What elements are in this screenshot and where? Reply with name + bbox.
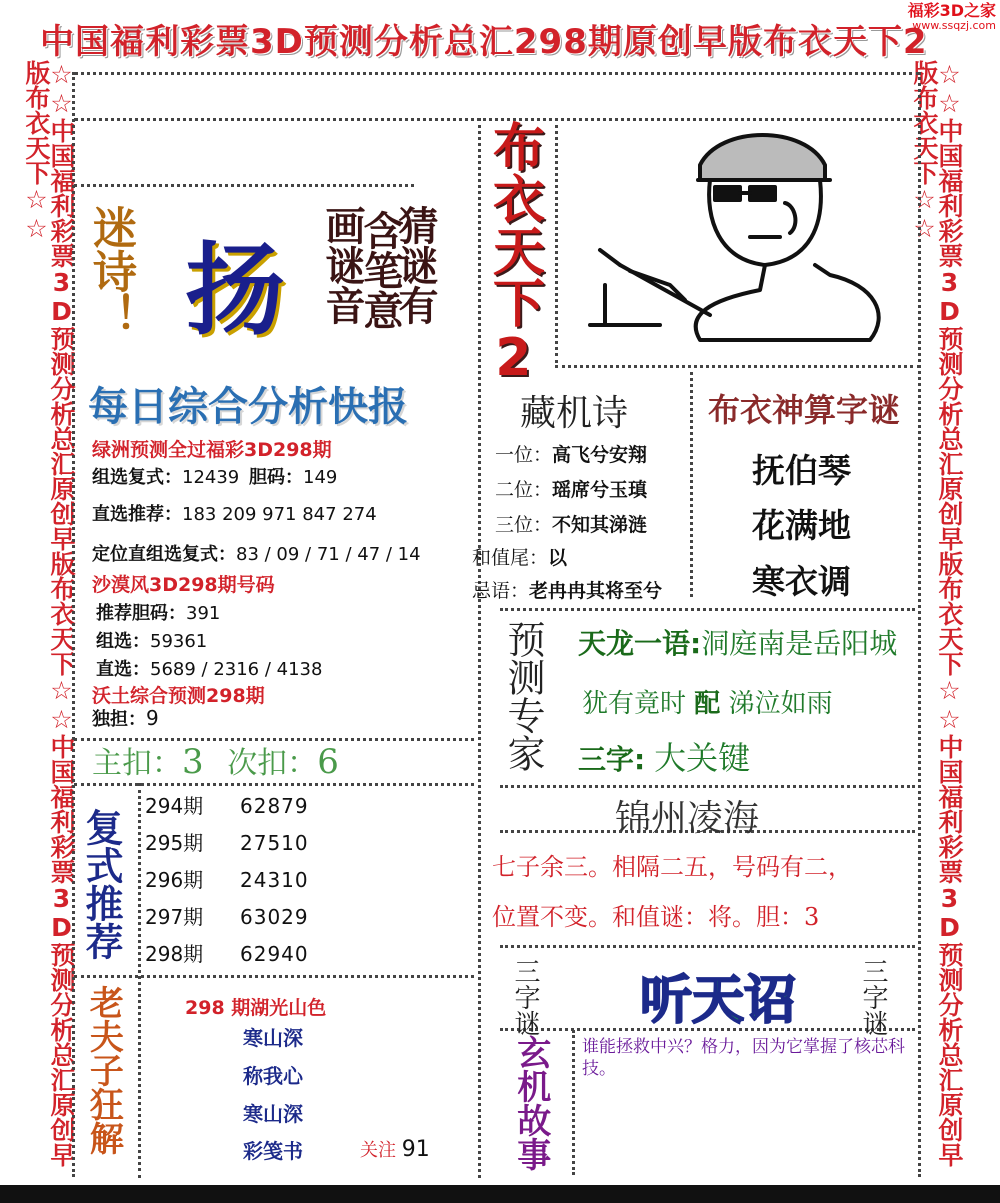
sec2-line2-label: 组选： xyxy=(96,631,150,652)
sec2-line3-label: 直选： xyxy=(96,659,150,680)
sec1-line1-value2: 149 xyxy=(303,467,338,488)
table-row xyxy=(145,790,465,827)
jinzhou-heading: 锦州凌海 xyxy=(615,798,760,839)
laofuzi-title: 298 期湖光山色 xyxy=(185,997,327,1019)
illustration-bottom-line xyxy=(555,365,920,368)
laofuzi-line-3: 寒山深 xyxy=(243,1102,303,1126)
sub-kou-label: 次扣： xyxy=(227,746,318,781)
jinzhou-line-2: 位置不变。和值谜：将。胆：3 xyxy=(492,903,820,931)
page-title: 中国福利彩票3D预测分析总汇298期原创早版布衣天下2 xyxy=(40,22,928,62)
poem-riddle-divider xyxy=(690,372,693,597)
brand-vertical: 布衣天下2 xyxy=(483,120,544,388)
brand-divider xyxy=(555,118,558,363)
follow-line xyxy=(360,1136,430,1162)
sub-kou-value: 6 xyxy=(317,742,339,782)
expert-line1-text: 洞庭南是岳阳城 xyxy=(701,627,898,660)
story-label-divider xyxy=(572,1030,575,1175)
fushi-period: 294期 xyxy=(145,794,204,818)
cangji-label: 和值尾： xyxy=(472,547,549,569)
cangji-label: 三位： xyxy=(494,514,552,536)
sec1-line1-label2: 胆码： xyxy=(249,467,303,488)
expert-line3-text: 大关键 xyxy=(654,739,751,777)
cangji-row xyxy=(472,543,567,570)
quick-report-heading: 每日综合分析快报 xyxy=(88,384,408,430)
cangji-row xyxy=(472,576,662,603)
frame-top-line xyxy=(74,72,920,75)
laofuzi-line-1: 寒山深 xyxy=(243,1026,303,1050)
cangji-value: 以 xyxy=(548,547,568,569)
calligraphy-col2: 含笔意 xyxy=(357,210,404,330)
frame-right-line xyxy=(918,72,921,1177)
fushi-label: 复式推荐 xyxy=(79,808,124,960)
sec1-line3-label: 定位直组选复式： xyxy=(92,544,236,565)
expert-bottom-line xyxy=(500,785,915,788)
sec1-line1-label: 组选复式： xyxy=(92,467,182,488)
fushi-period: 295期 xyxy=(145,831,204,855)
sec1-line3-value: 83 / 09 / 71 / 47 / 14 xyxy=(236,544,421,565)
expert-line-2 xyxy=(582,683,833,720)
expert-line2-tag: 配 xyxy=(694,689,721,719)
follow-value: 91 xyxy=(401,1137,430,1162)
cangji-heading: 藏机诗 xyxy=(520,393,629,434)
sec1-line2-value: 183 209 971 847 274 xyxy=(182,504,377,525)
calligraphy-big-char: 扬 xyxy=(185,232,285,349)
laofuzi-line-4: 彩笺书 xyxy=(243,1139,303,1163)
riddle-heading: 布衣神算字谜 xyxy=(708,391,901,429)
expert-line2-a: 犹有竟时 xyxy=(582,689,687,719)
calligraphy-col1: 猜谜有 xyxy=(392,205,439,325)
table-row xyxy=(145,938,465,975)
table-row xyxy=(145,901,465,938)
sec2-title: 沙漠风3D298期号码 xyxy=(92,574,275,596)
logo-name: 福彩3D之家 xyxy=(907,1,996,20)
calligraphy-top-line xyxy=(74,184,414,187)
kou-line xyxy=(92,738,339,782)
expert-line-3 xyxy=(578,733,750,779)
xuanji-story-text: 谁能拯救中兴？格力，因为它掌握了核芯科技。 xyxy=(582,1037,905,1080)
fushi-number: 62940 xyxy=(240,942,309,966)
cangji-value: 瑶席兮玉瑱 xyxy=(552,479,648,501)
follow-label: 关注 xyxy=(360,1140,396,1161)
expert-line2-b: 涕泣如雨 xyxy=(728,689,833,719)
fushi-period: 298期 xyxy=(145,942,204,966)
expert-label: 预测专家 xyxy=(501,620,545,772)
fushi-table xyxy=(145,790,465,975)
sec2-line2 xyxy=(96,627,207,653)
center-divider xyxy=(478,118,481,1178)
sec1-line1-value: 12439 xyxy=(182,467,240,488)
fushi-period: 297期 xyxy=(145,905,204,929)
sec2-line3 xyxy=(96,655,322,681)
fushi-label-divider xyxy=(138,783,141,1178)
expert-line3-prefix: 三字: xyxy=(578,743,646,776)
cangji-row xyxy=(488,475,647,502)
sec2-line1-label: 推荐胆码： xyxy=(96,603,186,624)
laofuzi-top-line xyxy=(74,975,474,978)
fushi-number: 27510 xyxy=(240,831,309,855)
xuanji-top-line xyxy=(500,945,915,948)
cangji-value: 高飞兮安翔 xyxy=(552,444,648,466)
sec3-line1-value: 9 xyxy=(146,706,159,730)
welder-illustration xyxy=(590,125,910,360)
sec2-line2-value: 59361 xyxy=(150,631,208,652)
fushi-top-line xyxy=(74,783,474,786)
cangji-row xyxy=(488,510,647,537)
cangji-label: 二位： xyxy=(494,479,552,501)
site-logo[interactable] xyxy=(908,2,996,32)
right-side-banner: ☆☆中国福利彩票3D预测分析总汇原创早版布衣天下☆☆中国福利彩票3D预测分析总汇原创早版布衣天下☆☆ xyxy=(910,60,964,1167)
sec2-line1-value: 391 xyxy=(186,603,221,624)
expert-line-1 xyxy=(578,622,897,662)
left-side-banner: ☆☆中国福利彩票3D预测分析总汇原创早版布衣天下☆☆中国福利彩票3D预测分析总汇原创早版布衣天下☆☆ xyxy=(22,60,76,1167)
bottom-bar xyxy=(0,1185,1000,1203)
main-kou-value: 3 xyxy=(182,742,204,782)
calligraphy-left-vertical: 迷诗！ xyxy=(85,205,136,337)
table-row xyxy=(145,864,465,901)
sec1-line2 xyxy=(92,500,377,526)
sec2-line1 xyxy=(96,599,220,625)
cangji-value: 老冉冉其将至兮 xyxy=(529,580,663,602)
cangji-value: 不知其涕涟 xyxy=(552,514,648,536)
cangji-label: 一位： xyxy=(494,444,552,466)
logo-url: www.ssqzj.com xyxy=(912,18,996,32)
sanzimi-right-label: 三字谜 xyxy=(858,958,888,1036)
sec1-line3 xyxy=(92,540,421,566)
fushi-number: 63029 xyxy=(240,905,309,929)
jinzhou-line-1: 七子余三。相隔二五，号码有二， xyxy=(492,853,852,881)
laofuzi-label: 老夫子狂解 xyxy=(83,985,124,1155)
xuanji-story-label: 玄机故事 xyxy=(510,1035,551,1171)
cangji-label: 忌语： xyxy=(472,580,530,602)
table-row xyxy=(145,827,465,864)
fushi-period: 296期 xyxy=(145,868,204,892)
cangji-row xyxy=(488,440,647,467)
sanzimi-left-label: 三字谜 xyxy=(510,958,540,1036)
laofuzi-line-2: 称我心 xyxy=(243,1064,303,1088)
frame-left-line xyxy=(72,72,75,1177)
calligraphy-col3: 画谜音 xyxy=(319,205,366,325)
sec1-line2-label: 直选推荐： xyxy=(92,504,182,525)
xuanji-title: 听天诏 xyxy=(640,971,797,1031)
expert-top-line xyxy=(500,608,915,611)
riddle-line-2: 花满地 xyxy=(752,506,851,545)
sec1-title: 绿洲预测全过福彩3D298期 xyxy=(92,439,332,461)
expert-line1-prefix: 天龙一语: xyxy=(578,627,702,660)
fushi-number: 62879 xyxy=(240,794,309,818)
main-kou-label: 主扣： xyxy=(92,746,182,781)
sec3-title: 沃土综合预测298期 xyxy=(92,685,265,707)
sec3-line1 xyxy=(92,705,159,731)
fushi-number: 24310 xyxy=(240,868,309,892)
sec1-line1 xyxy=(92,463,337,489)
riddle-line-3: 寒衣调 xyxy=(752,562,851,601)
sec2-line3-value: 5689 / 2316 / 4138 xyxy=(150,659,323,680)
riddle-line-1: 抚伯琴 xyxy=(752,451,851,490)
sec3-line1-label: 独担： xyxy=(92,709,146,730)
